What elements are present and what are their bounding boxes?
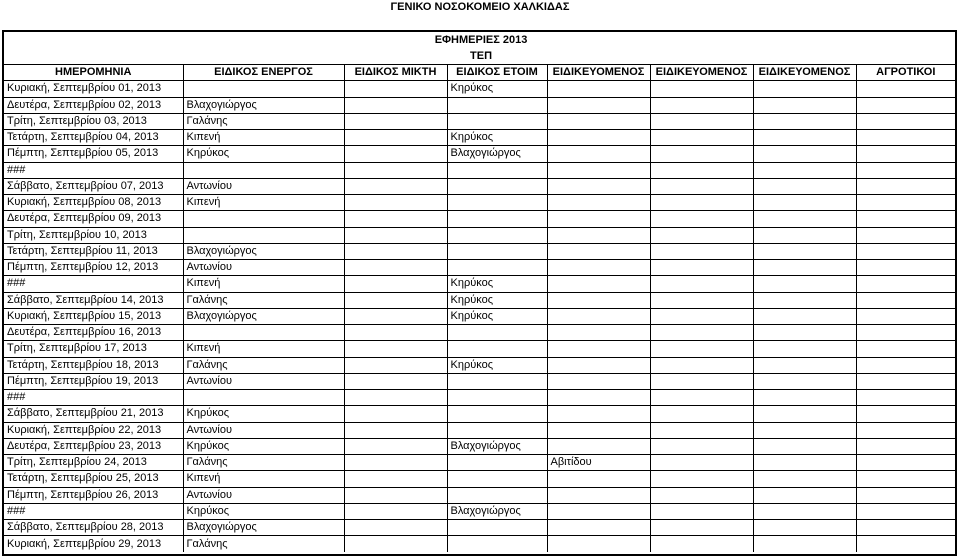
staff-cell: Βλαχογιώργος (447, 146, 547, 162)
table-row (4, 227, 955, 243)
date-cell: ### (4, 503, 183, 519)
staff-cell: Κηρύκος (447, 308, 547, 324)
staff-cell (856, 438, 955, 454)
staff-cell (753, 357, 856, 373)
staff-cell (650, 146, 753, 162)
staff-cell (447, 178, 547, 194)
staff-cell (753, 130, 856, 146)
staff-cell (547, 390, 650, 406)
staff-cell (753, 113, 856, 129)
staff-cell (344, 97, 447, 113)
staff-cell (447, 455, 547, 471)
table-row (4, 406, 955, 422)
date-cell: Τρίτη, Σεπτεμβρίου 03, 2013 (4, 113, 183, 129)
staff-cell (547, 422, 650, 438)
column-header: ΕΙΔΙΚΕΥΟΜΕΝΟΣ (650, 65, 753, 81)
staff-cell: Αντωνίου (183, 373, 344, 389)
staff-cell (753, 243, 856, 259)
schedule-title-row (4, 32, 955, 48)
staff-cell (344, 308, 447, 324)
column-header: ΗΜΕΡΟΜΗΝΙΑ (4, 65, 183, 81)
table-row (4, 146, 955, 162)
date-cell: Κυριακή, Σεπτεμβρίου 01, 2013 (4, 81, 183, 97)
schedule-rows (4, 81, 955, 552)
staff-cell (856, 341, 955, 357)
staff-cell (344, 341, 447, 357)
column-header: ΕΙΔΙΚΟΣ ΕΝΕΡΓΟΣ (183, 65, 344, 81)
staff-cell (547, 146, 650, 162)
staff-cell (344, 471, 447, 487)
column-header: ΕΙΔΙΚΕΥΟΜΕΝΟΣ (753, 65, 856, 81)
staff-cell (447, 162, 547, 178)
staff-cell (856, 130, 955, 146)
staff-cell: Αντωνίου (183, 422, 344, 438)
staff-cell (183, 390, 344, 406)
date-cell: Κυριακή, Σεπτεμβρίου 15, 2013 (4, 308, 183, 324)
staff-cell: Κηρύκος (447, 130, 547, 146)
date-cell: Δευτέρα, Σεπτεμβρίου 02, 2013 (4, 97, 183, 113)
staff-cell: Αντωνίου (183, 178, 344, 194)
staff-cell (650, 471, 753, 487)
staff-cell (547, 487, 650, 503)
staff-cell: Γαλάνης (183, 357, 344, 373)
staff-cell (447, 487, 547, 503)
staff-cell (344, 162, 447, 178)
staff-cell (856, 471, 955, 487)
staff-cell (650, 211, 753, 227)
staff-cell (183, 325, 344, 341)
date-cell: Τρίτη, Σεπτεμβρίου 10, 2013 (4, 227, 183, 243)
staff-cell (547, 325, 650, 341)
staff-cell (753, 520, 856, 536)
hospital-title: ΓΕΝΙΚΟ ΝΟΣΟΚΟΜΕΙΟ ΧΑΛΚΙΔΑΣ (390, 1, 570, 13)
table-row (4, 113, 955, 129)
staff-cell (650, 357, 753, 373)
staff-cell (753, 178, 856, 194)
department-title: ΤΕΠ (470, 49, 493, 62)
table-row (4, 81, 955, 97)
staff-cell (547, 195, 650, 211)
staff-cell (547, 438, 650, 454)
staff-cell (650, 503, 753, 519)
staff-cell (344, 373, 447, 389)
date-cell: Πέμπτη, Σεπτεμβρίου 12, 2013 (4, 260, 183, 276)
staff-cell (447, 97, 547, 113)
staff-cell (344, 455, 447, 471)
column-header-row (4, 65, 955, 81)
staff-cell (547, 178, 650, 194)
staff-cell (183, 162, 344, 178)
staff-cell (650, 520, 753, 536)
staff-cell (344, 195, 447, 211)
staff-cell (344, 276, 447, 292)
table-row (4, 438, 955, 454)
staff-cell (856, 503, 955, 519)
staff-cell (650, 422, 753, 438)
table-row (4, 536, 955, 552)
staff-cell (344, 536, 447, 552)
staff-cell (856, 536, 955, 552)
table-row (4, 178, 955, 194)
staff-cell: Βλαχογιώργος (183, 243, 344, 259)
staff-cell (447, 373, 547, 389)
date-cell: Δευτέρα, Σεπτεμβρίου 16, 2013 (4, 325, 183, 341)
staff-cell (183, 211, 344, 227)
date-cell: Τετάρτη, Σεπτεμβρίου 04, 2013 (4, 130, 183, 146)
column-header: ΑΓΡΟΤΙΚΟΙ (856, 65, 955, 81)
staff-cell (650, 81, 753, 97)
staff-cell (344, 390, 447, 406)
staff-cell (856, 325, 955, 341)
staff-cell (447, 243, 547, 259)
staff-cell (856, 162, 955, 178)
staff-cell (753, 97, 856, 113)
staff-cell (856, 292, 955, 308)
staff-cell (856, 211, 955, 227)
staff-cell (650, 373, 753, 389)
staff-cell (447, 536, 547, 552)
staff-cell (753, 276, 856, 292)
table-row (4, 471, 955, 487)
staff-cell (547, 243, 650, 259)
staff-cell (753, 292, 856, 308)
staff-cell (447, 260, 547, 276)
staff-cell (344, 178, 447, 194)
staff-cell (856, 97, 955, 113)
staff-cell (547, 520, 650, 536)
staff-cell (650, 276, 753, 292)
column-header: ΕΙΔΙΚΟΣ ΜΙΚΤΗ (344, 65, 447, 81)
date-cell: Τρίτη, Σεπτεμβρίου 17, 2013 (4, 341, 183, 357)
staff-cell (753, 422, 856, 438)
department-row (4, 48, 955, 64)
date-cell: Σάββατο, Σεπτεμβρίου 07, 2013 (4, 178, 183, 194)
staff-cell (547, 292, 650, 308)
staff-cell (650, 341, 753, 357)
staff-cell (753, 211, 856, 227)
staff-cell (753, 260, 856, 276)
staff-cell (547, 227, 650, 243)
staff-cell (856, 260, 955, 276)
table-row (4, 357, 955, 373)
staff-cell (447, 227, 547, 243)
staff-cell (753, 471, 856, 487)
staff-cell: Κηρύκος (447, 276, 547, 292)
staff-cell (447, 422, 547, 438)
date-cell: Τρίτη, Σεπτεμβρίου 24, 2013 (4, 455, 183, 471)
staff-cell (856, 487, 955, 503)
staff-cell (344, 406, 447, 422)
table-row (4, 455, 955, 471)
date-cell: Δευτέρα, Σεπτεμβρίου 23, 2013 (4, 438, 183, 454)
staff-cell (753, 487, 856, 503)
staff-cell (856, 308, 955, 324)
staff-cell (650, 487, 753, 503)
date-cell: Σάββατο, Σεπτεμβρίου 21, 2013 (4, 406, 183, 422)
staff-cell (447, 113, 547, 129)
staff-cell (650, 390, 753, 406)
table-row (4, 162, 955, 178)
staff-cell: Κηρύκος (447, 292, 547, 308)
staff-cell: Γαλάνης (183, 455, 344, 471)
date-cell: Κυριακή, Σεπτεμβρίου 29, 2013 (7, 537, 162, 550)
staff-cell (344, 211, 447, 227)
staff-cell: Γαλάνης (183, 292, 344, 308)
staff-cell: Αντωνίου (183, 487, 344, 503)
staff-cell: Κηρύκος (183, 438, 344, 454)
staff-cell (344, 227, 447, 243)
staff-cell (753, 227, 856, 243)
date-cell: Τετάρτη, Σεπτεμβρίου 25, 2013 (4, 471, 183, 487)
staff-cell (344, 325, 447, 341)
schedule-table (4, 32, 955, 552)
table-row (4, 211, 955, 227)
staff-cell (650, 325, 753, 341)
staff-cell (856, 146, 955, 162)
staff-cell (547, 341, 650, 357)
staff-cell (547, 162, 650, 178)
staff-cell (753, 81, 856, 97)
staff-cell (344, 503, 447, 519)
staff-cell: Αντωνίου (183, 260, 344, 276)
staff-cell (547, 406, 650, 422)
staff-cell (753, 308, 856, 324)
staff-cell (753, 341, 856, 357)
staff-cell: Γαλάνης (183, 536, 344, 552)
staff-cell (344, 146, 447, 162)
date-cell: Τετάρτη, Σεπτεμβρίου 18, 2013 (4, 357, 183, 373)
date-cell: ### (4, 276, 183, 292)
staff-cell (650, 243, 753, 259)
staff-cell (344, 260, 447, 276)
staff-cell: Κιπενή (183, 195, 344, 211)
staff-cell (547, 130, 650, 146)
staff-cell (650, 438, 753, 454)
table-row (4, 97, 955, 113)
staff-cell (856, 243, 955, 259)
staff-cell (344, 130, 447, 146)
schedule-title: ΕΦΗΜΕΡΙΕΣ 2013 (434, 33, 528, 46)
staff-cell (344, 292, 447, 308)
staff-cell (447, 406, 547, 422)
staff-cell (547, 536, 650, 552)
staff-cell (344, 438, 447, 454)
staff-cell (856, 113, 955, 129)
staff-cell (856, 81, 955, 97)
staff-cell (547, 503, 650, 519)
staff-cell: Κιπενή (183, 471, 344, 487)
staff-cell (447, 471, 547, 487)
staff-cell (344, 113, 447, 129)
date-cell: Δευτέρα, Σεπτεμβρίου 09, 2013 (4, 211, 183, 227)
staff-cell (753, 455, 856, 471)
staff-cell (753, 373, 856, 389)
staff-cell (547, 113, 650, 129)
table-row (4, 292, 955, 308)
table-row (4, 276, 955, 292)
staff-cell (856, 227, 955, 243)
staff-cell (547, 373, 650, 389)
staff-cell (447, 520, 547, 536)
table-row (4, 503, 955, 519)
staff-cell (650, 162, 753, 178)
staff-cell (856, 178, 955, 194)
staff-cell (447, 325, 547, 341)
staff-cell (183, 81, 344, 97)
table-row (4, 373, 955, 389)
date-cell: ### (4, 390, 183, 406)
staff-cell: Βλαχογιώργος (447, 438, 547, 454)
staff-cell (753, 536, 856, 552)
staff-cell (447, 341, 547, 357)
staff-cell (753, 390, 856, 406)
staff-cell: Βλαχογιώργος (447, 503, 547, 519)
staff-cell (547, 308, 650, 324)
table-row (4, 195, 955, 211)
staff-cell (547, 260, 650, 276)
staff-cell (753, 325, 856, 341)
staff-cell (650, 406, 753, 422)
staff-cell: Κηρύκος (447, 81, 547, 97)
staff-cell: Βλαχογιώργος (183, 520, 344, 536)
staff-cell (344, 81, 447, 97)
staff-cell (447, 211, 547, 227)
staff-cell (547, 97, 650, 113)
staff-cell (547, 471, 650, 487)
staff-cell: Αβιτίδου (547, 455, 650, 471)
staff-cell (753, 195, 856, 211)
column-header: ΕΙΔΙΚΕΥΟΜΕΝΟΣ (547, 65, 650, 81)
staff-cell (856, 195, 955, 211)
date-cell: Πέμπτη, Σεπτεμβρίου 26, 2013 (4, 487, 183, 503)
date-cell: ### (4, 162, 183, 178)
staff-cell (650, 178, 753, 194)
staff-cell (447, 390, 547, 406)
staff-cell (547, 276, 650, 292)
staff-cell (856, 390, 955, 406)
table-row (4, 243, 955, 259)
staff-cell (344, 422, 447, 438)
staff-cell (344, 243, 447, 259)
staff-cell (447, 195, 547, 211)
staff-cell: Κηρύκος (447, 357, 547, 373)
staff-cell (183, 227, 344, 243)
staff-cell: Κηρύκος (183, 503, 344, 519)
staff-cell (650, 97, 753, 113)
staff-cell (547, 357, 650, 373)
date-cell: Σάββατο, Σεπτεμβρίου 28, 2013 (4, 520, 183, 536)
staff-cell (650, 260, 753, 276)
staff-cell (344, 520, 447, 536)
date-cell: Κυριακή, Σεπτεμβρίου 08, 2013 (4, 195, 183, 211)
staff-cell (856, 406, 955, 422)
table-row (4, 260, 955, 276)
staff-cell: Κηρύκος (183, 406, 344, 422)
staff-cell (650, 195, 753, 211)
staff-cell (753, 406, 856, 422)
table-row (4, 520, 955, 536)
staff-cell (856, 276, 955, 292)
staff-cell (650, 455, 753, 471)
staff-cell (753, 503, 856, 519)
staff-cell (856, 455, 955, 471)
staff-cell: Γαλάνης (183, 113, 344, 129)
date-cell: Πέμπτη, Σεπτεμβρίου 19, 2013 (4, 373, 183, 389)
staff-cell (547, 211, 650, 227)
staff-cell (753, 146, 856, 162)
date-cell: Κυριακή, Σεπτεμβρίου 22, 2013 (4, 422, 183, 438)
staff-cell (344, 357, 447, 373)
date-cell: Τετάρτη, Σεπτεμβρίου 11, 2013 (4, 243, 183, 259)
staff-cell (650, 308, 753, 324)
table-row (4, 487, 955, 503)
table-row (4, 325, 955, 341)
staff-cell (856, 422, 955, 438)
table-row (4, 130, 955, 146)
staff-cell (547, 81, 650, 97)
staff-cell (344, 487, 447, 503)
staff-cell: Κιπενή (183, 130, 344, 146)
staff-cell (650, 292, 753, 308)
staff-cell: Βλαχογιώργος (183, 97, 344, 113)
column-header: ΕΙΔΙΚΟΣ ΕΤΟΙΜ (447, 65, 547, 81)
date-cell: Πέμπτη, Σεπτεμβρίου 05, 2013 (4, 146, 183, 162)
staff-cell (856, 520, 955, 536)
staff-cell (856, 357, 955, 373)
staff-cell (650, 227, 753, 243)
staff-cell (753, 438, 856, 454)
staff-cell: Κηρύκος (183, 146, 344, 162)
table-row (4, 341, 955, 357)
date-cell: Σάββατο, Σεπτεμβρίου 14, 2013 (4, 292, 183, 308)
staff-cell: Βλαχογιώργος (183, 308, 344, 324)
table-row (4, 422, 955, 438)
staff-cell (650, 536, 753, 552)
schedule-sheet (2, 30, 957, 556)
staff-cell (650, 113, 753, 129)
staff-cell: Κιπενή (183, 276, 344, 292)
staff-cell (856, 373, 955, 389)
staff-cell (753, 162, 856, 178)
table-row (4, 390, 955, 406)
staff-cell: Κιπενή (183, 341, 344, 357)
table-row (4, 308, 955, 324)
staff-cell (650, 130, 753, 146)
